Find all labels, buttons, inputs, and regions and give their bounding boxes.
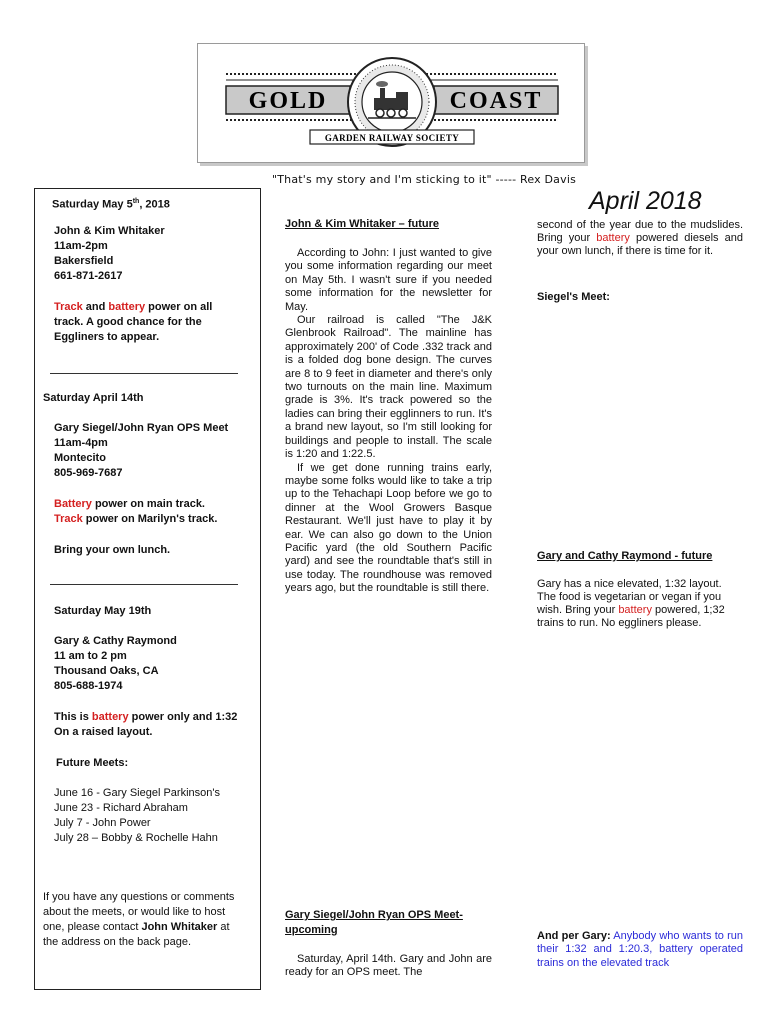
- meet1-note: Track and battery power on all: [54, 301, 213, 313]
- whitaker-heading: John & Kim Whitaker – future: [285, 218, 440, 230]
- raymond-heading: Gary and Cathy Raymond - future: [537, 550, 713, 562]
- meet2-note1: Battery power on main track.: [54, 498, 205, 510]
- meet3-time: 11 am to 2 pm: [54, 650, 127, 662]
- meet1-host: John & Kim Whitaker: [54, 225, 165, 237]
- siegel-heading-line1: Gary Siegel/John Ryan OPS Meet-: [285, 909, 463, 921]
- raymond-article: Gary has a nice elevated, 1:32 layout. The food is vegetarian or vegan if you wish. Bring your battery powered, 1;32 trains to run. No eggliners please.: [537, 578, 725, 629]
- contact-line4: the address on the back page.: [43, 936, 191, 948]
- logo-word-gold: GOLD: [248, 88, 328, 114]
- contact-line2: about the meets, or would like to host: [43, 906, 226, 918]
- contact-line3: one, please contact John Whitaker at: [43, 921, 230, 933]
- meet2-phone: 805-969-7687: [54, 467, 123, 479]
- meet2-place: Montecito: [54, 452, 106, 464]
- siegel-para: Saturday, April 14th. Gary and John are ready for an OPS meet. The: [285, 953, 492, 979]
- meet2-host: Gary Siegel/John Ryan OPS Meet: [54, 422, 229, 434]
- meet3-note2: On a raised layout.: [54, 726, 153, 738]
- whitaker-para2: Our railroad is called "The J&K Glenbrook Railroad". The mainline has approximately 200' of Code .332 track and is a folded dog bone design. The curves are 8 to 9 feet in diameter and there's only two turnouts on the main line. Maximum grade is 3%. It's track powered so the ladies can bring their egglinners to run. It's a brand new layout, so I'm still looking for buildings and people to install. The scale is 1:20 and 1:22.5.: [285, 314, 492, 461]
- per-gary-note: And per Gary: Anybody who wants to run their 1:32 and 1:20.3, battery operated trains on the elevated track: [537, 930, 743, 969]
- future-meet-item: June 16 - Gary Siegel Parkinson's: [54, 787, 220, 799]
- future-meet-item: July 7 - John Power: [54, 817, 151, 829]
- meet2-note2: Track power on Marilyn's track.: [54, 513, 218, 525]
- siegel-meet-label: Siegel's Meet:: [537, 291, 610, 303]
- divider: [50, 373, 238, 374]
- whitaker-article: [285, 247, 492, 596]
- future-meets-heading: Future Meets:: [56, 757, 129, 769]
- siegel-article: [285, 953, 492, 980]
- meet3-phone: 805-688-1974: [54, 680, 123, 692]
- divider: [50, 584, 238, 585]
- future-meet-item: June 23 - Richard Abraham: [54, 802, 188, 814]
- meet1-place: Bakersfield: [54, 255, 114, 267]
- logo-word-coast: COAST: [449, 88, 543, 114]
- logo-graphic: [198, 44, 586, 164]
- meet2-lunch: Bring your own lunch.: [54, 544, 171, 556]
- siegel-heading-line2: upcoming: [285, 924, 338, 936]
- logo-banner-text: GARDEN RAILWAY SOCIETY: [324, 133, 460, 143]
- meet3-place: Thousand Oaks, CA: [54, 665, 159, 677]
- future-meet-item: July 28 – Bobby & Rochelle Hahn: [54, 832, 218, 844]
- meet1-phone: 661-871-2617: [54, 270, 123, 282]
- whitaker-para3: If we get done running trains early, maybe some folks would like to take a trip up to the Tehachapi Loop before we go to dinner at the Wool Growers Basque Restaurant. We'll just have to play it by ear. We can also go down to the Union Pacific yard (the old Southern Pacific yard) and see the roundtable that's still in use today. The roundhouse was removed years ago, but the roundtable is still there.: [285, 461, 492, 595]
- contact-line1: If you have any questions or comments: [43, 891, 235, 903]
- meet3-host: Gary & Cathy Raymond: [54, 635, 177, 647]
- issue-date: April 2018: [589, 187, 702, 215]
- meet2-time: 11am-4pm: [54, 437, 108, 449]
- masthead-logo: [197, 43, 585, 163]
- meet1-date: Saturday May 5th, 2018: [52, 198, 170, 211]
- whitaker-para1: According to John: I just wanted to give you some information regarding our meet on May 5th. I wasn't sure if you needed some information for the newsletter for May.: [285, 247, 492, 313]
- meet3-note1: This is battery power only and 1:32: [54, 711, 238, 723]
- tagline-quote: "That's my story and I'm sticking to it" ----- Rex Davis: [272, 173, 577, 186]
- meet1-note-line2: track. A good chance for the: [54, 316, 202, 328]
- meet1-time: 11am-2pm: [54, 240, 108, 252]
- meet2-date: Saturday April 14th: [43, 392, 144, 404]
- meet1-note-line3: Eggliners to appear.: [54, 331, 160, 343]
- col2-continuation: second of the year due to the mudslides. Bring your battery powered diesels and your own lunch, if there is time for it.: [537, 219, 743, 257]
- meet3-date: Saturday May 19th: [54, 605, 152, 617]
